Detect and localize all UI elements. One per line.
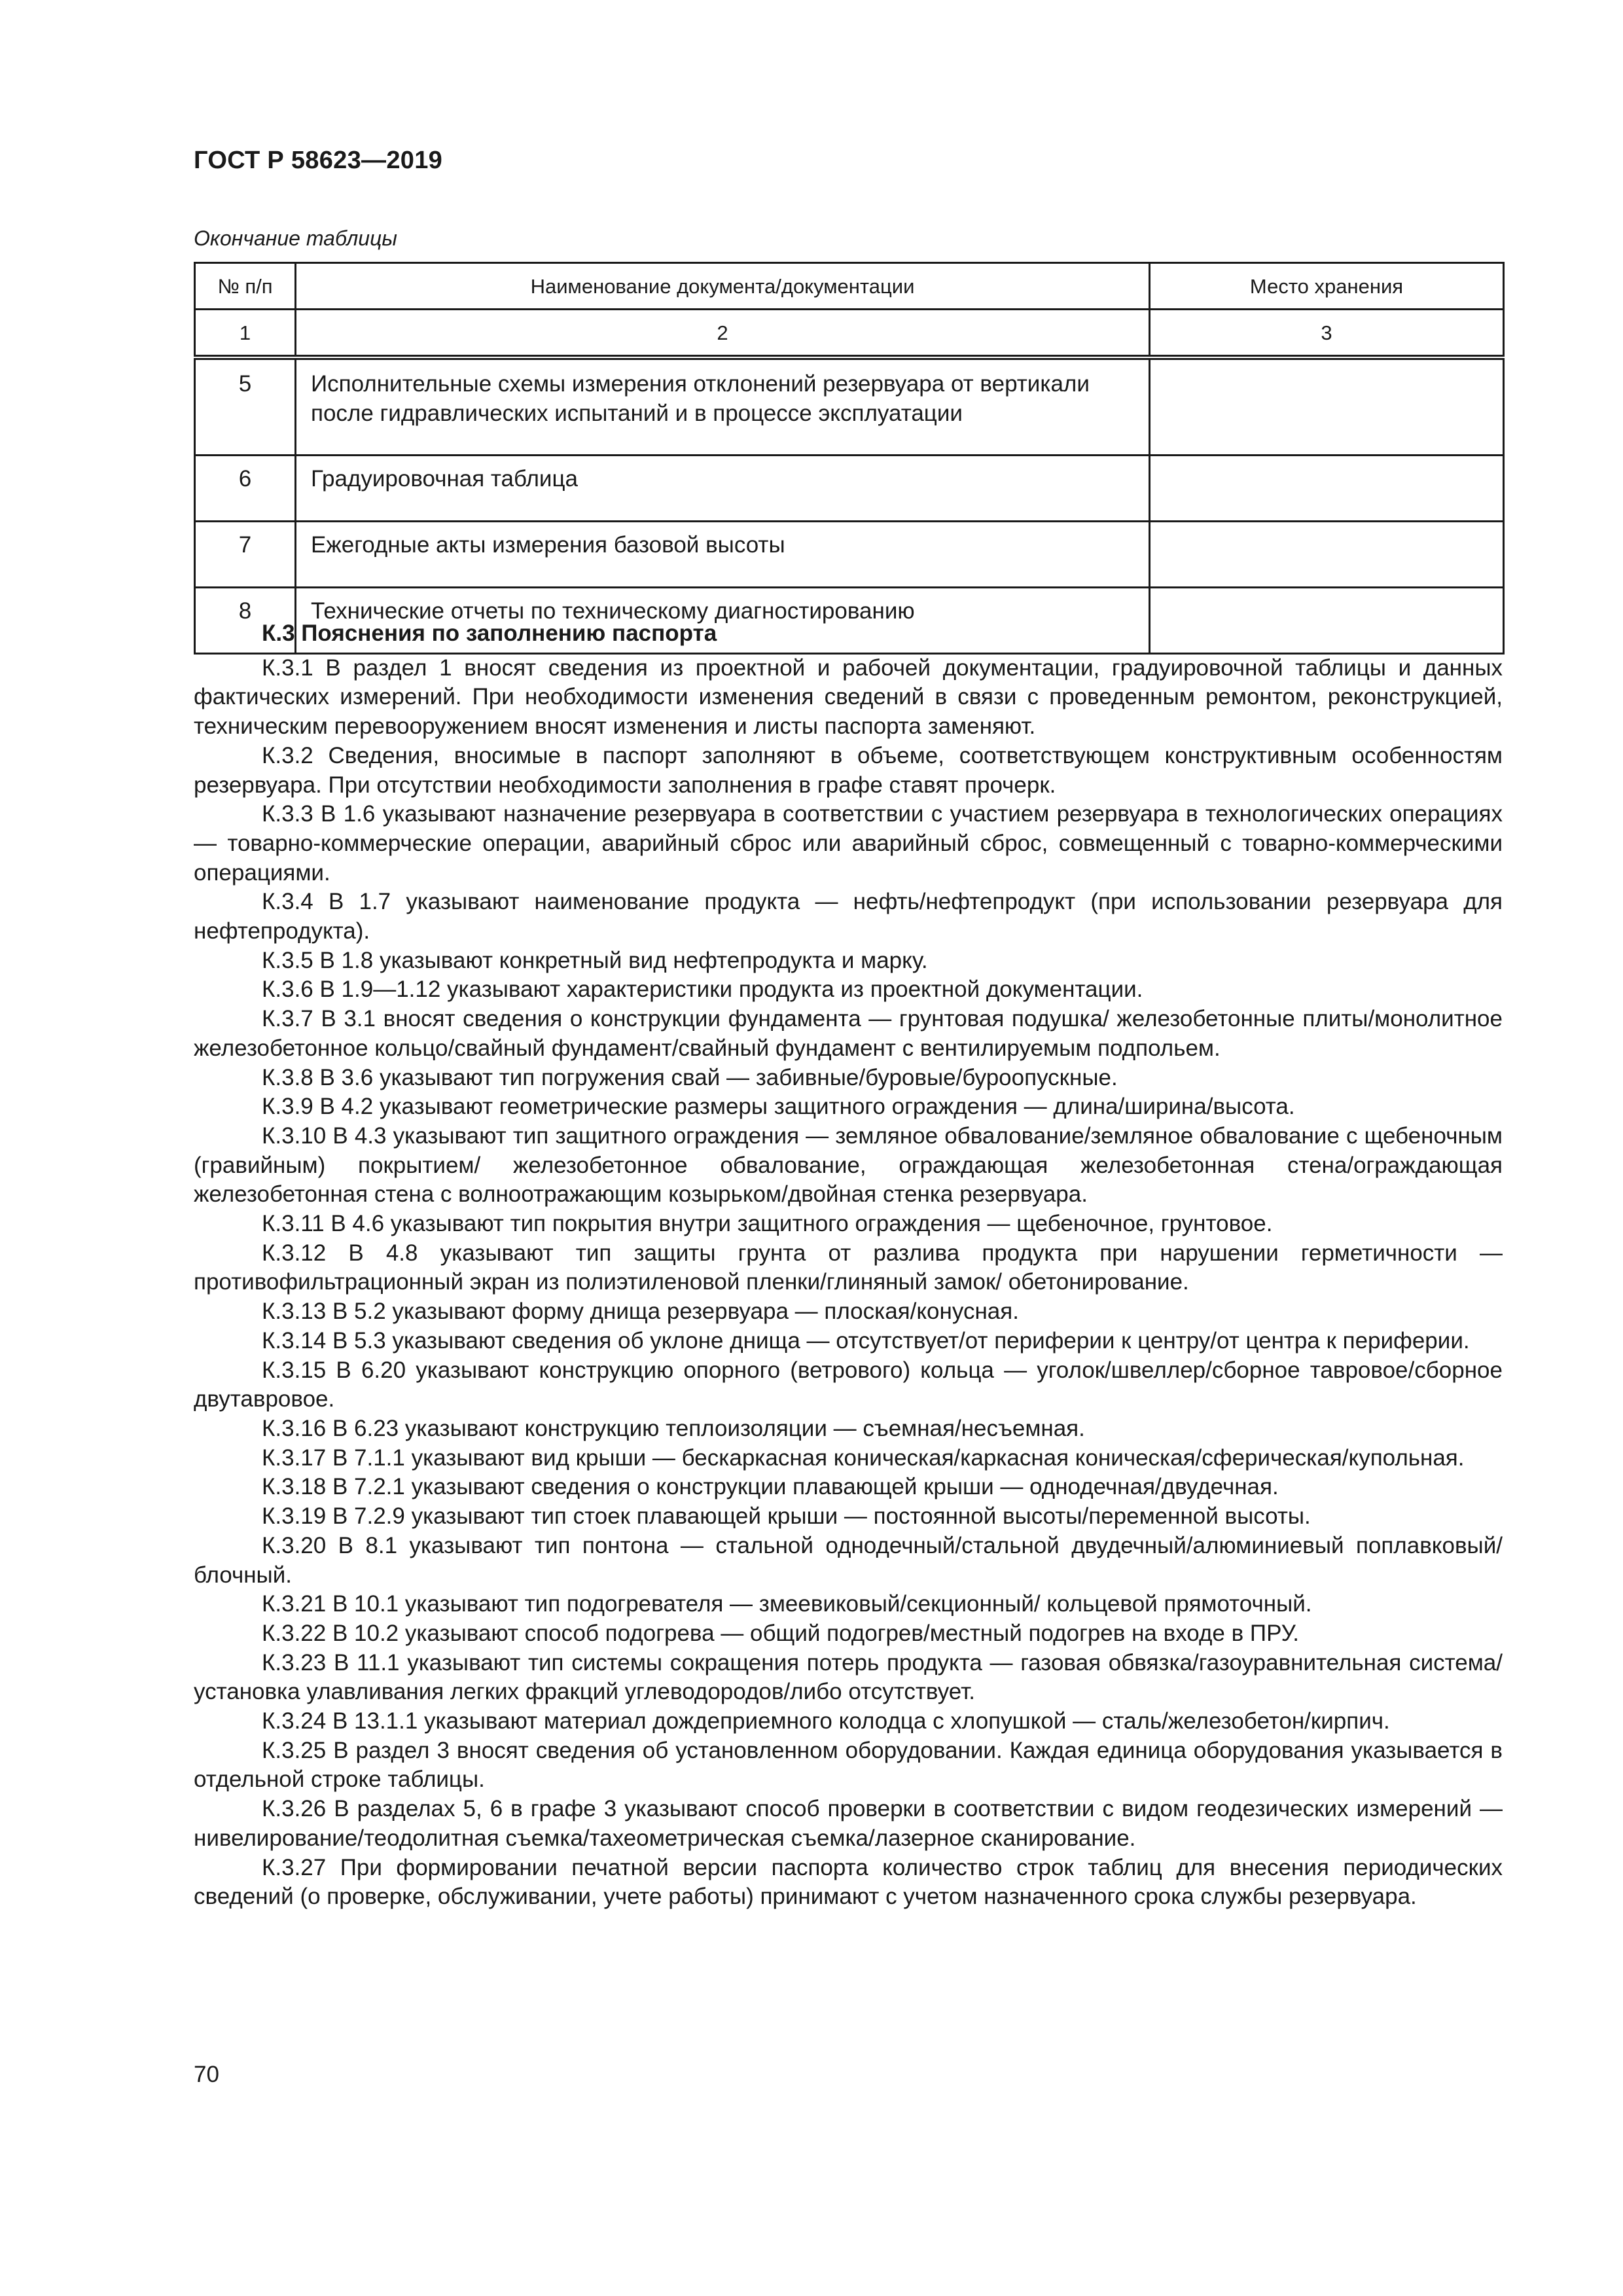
storage-place	[1150, 456, 1504, 522]
paragraph: К.3.18 В 7.2.1 указывают сведения о конструкции плавающей крыши — однодечная/двудечная.	[262, 1474, 1279, 1500]
storage-place	[1150, 357, 1504, 456]
column-header-document-name: Наименование документа/документации	[296, 263, 1150, 310]
column-header-storage-place: Место хранения	[1150, 263, 1504, 310]
row-number: 6	[195, 456, 296, 522]
paragraph: К.3.12 В 4.8 указывают тип защиты грунта от разлива продукта при нарушении герметичности — противофильтрационный экран из полиэтиленовой пленки/глиняный замок/ обетонирование.	[194, 1240, 1503, 1295]
row-number: 5	[195, 357, 296, 456]
paragraph: К.3.3 В 1.6 указывают назначение резервуара в соответствии с участием резервуара в технологических операциях — товарно-коммерческие операции, аварийный сброс или аварийный сброс, совмещенный с товарно-коммерческими операциями.	[194, 801, 1503, 886]
document-name: Ежегодные акты измерения базовой высоты	[296, 522, 1150, 588]
column-header-number: № п/п	[195, 263, 296, 310]
column-number-3: 3	[1150, 310, 1504, 358]
paragraph: К.3.14 В 5.3 указывают сведения об уклоне днища — отсутствует/от периферии к центру/от центра к периферии.	[262, 1327, 1470, 1354]
document-name: Технические отчеты по техническому диагностированию	[296, 588, 1150, 654]
page-number: 70	[194, 2062, 219, 2087]
documents-table	[194, 262, 1505, 655]
paragraph: К.3.15 В 6.20 указывают конструкцию опорного (ветрового) кольца — уголок/швеллер/сборное тавровое/сборное двутавровое.	[194, 1357, 1503, 1412]
paragraph: К.3.17 В 7.1.1 указывают вид крыши — бескаркасная коническая/каркасная коническая/сферическая/купольная.	[262, 1444, 1465, 1471]
section-heading: К.3 Пояснения по заполнению паспорта	[262, 620, 717, 646]
paragraph: К.3.8 В 3.6 указывают тип погружения свай — забивные/буровые/буроопускные.	[262, 1064, 1118, 1090]
document-name: Исполнительные схемы измерения отклонений резервуара от вертикали после гидравлических испытаний и в процессе эксплуатации	[296, 357, 1150, 456]
column-number-2: 2	[296, 310, 1150, 358]
paragraph: К.3.24 В 13.1.1 указывают материал дождеприемного колодца с хлопушкой — сталь/железобетон/кирпич.	[262, 1708, 1390, 1734]
storage-place	[1150, 522, 1504, 588]
paragraph: К.3.20 В 8.1 указывают тип понтона — стальной однодечный/стальной двудечный/алюминиевый поплавковый/блочный.	[194, 1532, 1503, 1588]
table-row	[195, 522, 1504, 588]
paragraph: К.3.2 Сведения, вносимые в паспорт заполняют в объеме, соответствующем конструктивным особенностям резервуара. При отсутствии необходимости заполнения в графе ставят прочерк.	[194, 742, 1503, 798]
paragraph: К.3.19 В 7.2.9 указывают тип стоек плавающей крыши — постоянной высоты/переменной высоты.	[262, 1503, 1311, 1530]
row-number: 7	[195, 522, 296, 588]
paragraph: К.3.9 В 4.2 указывают геометрические размеры защитного ограждения — длина/ширина/высота.	[262, 1094, 1295, 1120]
table-caption: Окончание таблицы	[194, 226, 397, 250]
table-row	[195, 456, 1504, 522]
table-row	[195, 357, 1504, 456]
column-number-1: 1	[195, 310, 296, 358]
paragraph: К.3.1 В раздел 1 вносят сведения из проектной и рабочей документации, градуировочной таблицы и данных фактических измерений. При необходимости изменения сведений в связи с проведенным ремонтом, реконструкцией, техническим перевооружением вносят изменения и листы паспорта заменяют.	[194, 655, 1503, 740]
paragraph: К.3.4 В 1.7 указывают наименование продукта — нефть/нефтепродукт (при использовании резервуара для нефтепродукта).	[194, 889, 1503, 944]
paragraph: К.3.16 В 6.23 указывают конструкцию теплоизоляции — съемная/несъемная.	[262, 1415, 1085, 1441]
paragraph: К.3.6 В 1.9—1.12 указывают характеристики продукта из проектной документации.	[262, 977, 1143, 1003]
document-id: ГОСТ Р 58623—2019	[194, 147, 443, 174]
paragraph: К.3.27 При формировании печатной версии паспорта количество строк таблиц для внесения периодических сведений (о проверке, обслуживании, учете работы) принимают с учетом назначенного срока службы резервуара.	[194, 1854, 1503, 1910]
paragraph: К.3.26 В разделах 5, 6 в графе 3 указывают способ проверки в соответствии с видом геодезических измерений — нивелирование/теодолитная съемка/тахеометрическая съемка/лазерное сканирование.	[194, 1796, 1503, 1851]
paragraph: К.3.7 В 3.1 вносят сведения о конструкции фундамента — грунтовая подушка/ железобетонные плиты/монолитное железобетонное кольцо/свайный фундамент/свайный фундамент с вентилируемым подпольем.	[194, 1006, 1503, 1061]
paragraph: К.3.22 В 10.2 указывают способ подогрева — общий подогрев/местный подогрев на входе в ПРУ.	[262, 1620, 1299, 1646]
paragraph: К.3.10 В 4.3 указывают тип защитного ограждения — земляное обвалование/земляное обвалование с щебеночным (гравийным) покрытием/ железобетонное обвалование, ограждающая железобетонная стена/ограждающая железобетонная стена с волноотражающим козырьком/двойная стенка резервуара.	[194, 1122, 1503, 1208]
column-numbers-row	[195, 310, 1504, 358]
document-name: Градуировочная таблица	[296, 456, 1150, 522]
row-number: 8	[195, 588, 296, 654]
paragraph: К.3.13 В 5.2 указывают форму днища резервуара — плоская/конусная.	[262, 1299, 1019, 1325]
passport-instructions-section	[194, 619, 1503, 1912]
paragraph: К.3.25 В раздел 3 вносят сведения об установленном оборудовании. Каждая единица оборудования указывается в отдельной строке таблицы.	[194, 1737, 1503, 1793]
table-header-row	[195, 263, 1504, 310]
paragraph: К.3.23 В 11.1 указывают тип системы сокращения потерь продукта — газовая обвязка/газоуравнительная система/установка улавливания легких фракций углеводородов/либо отсутствует.	[194, 1649, 1503, 1705]
paragraph: К.3.11 В 4.6 указывают тип покрытия внутри защитного ограждения — щебеночное, грунтовое.	[262, 1211, 1273, 1237]
paragraph: К.3.5 В 1.8 указывают конкретный вид нефтепродукта и марку.	[262, 947, 928, 973]
paragraph: К.3.21 В 10.1 указывают тип подогревателя — змеевиковый/секционный/ кольцевой прямоточный.	[262, 1591, 1312, 1617]
